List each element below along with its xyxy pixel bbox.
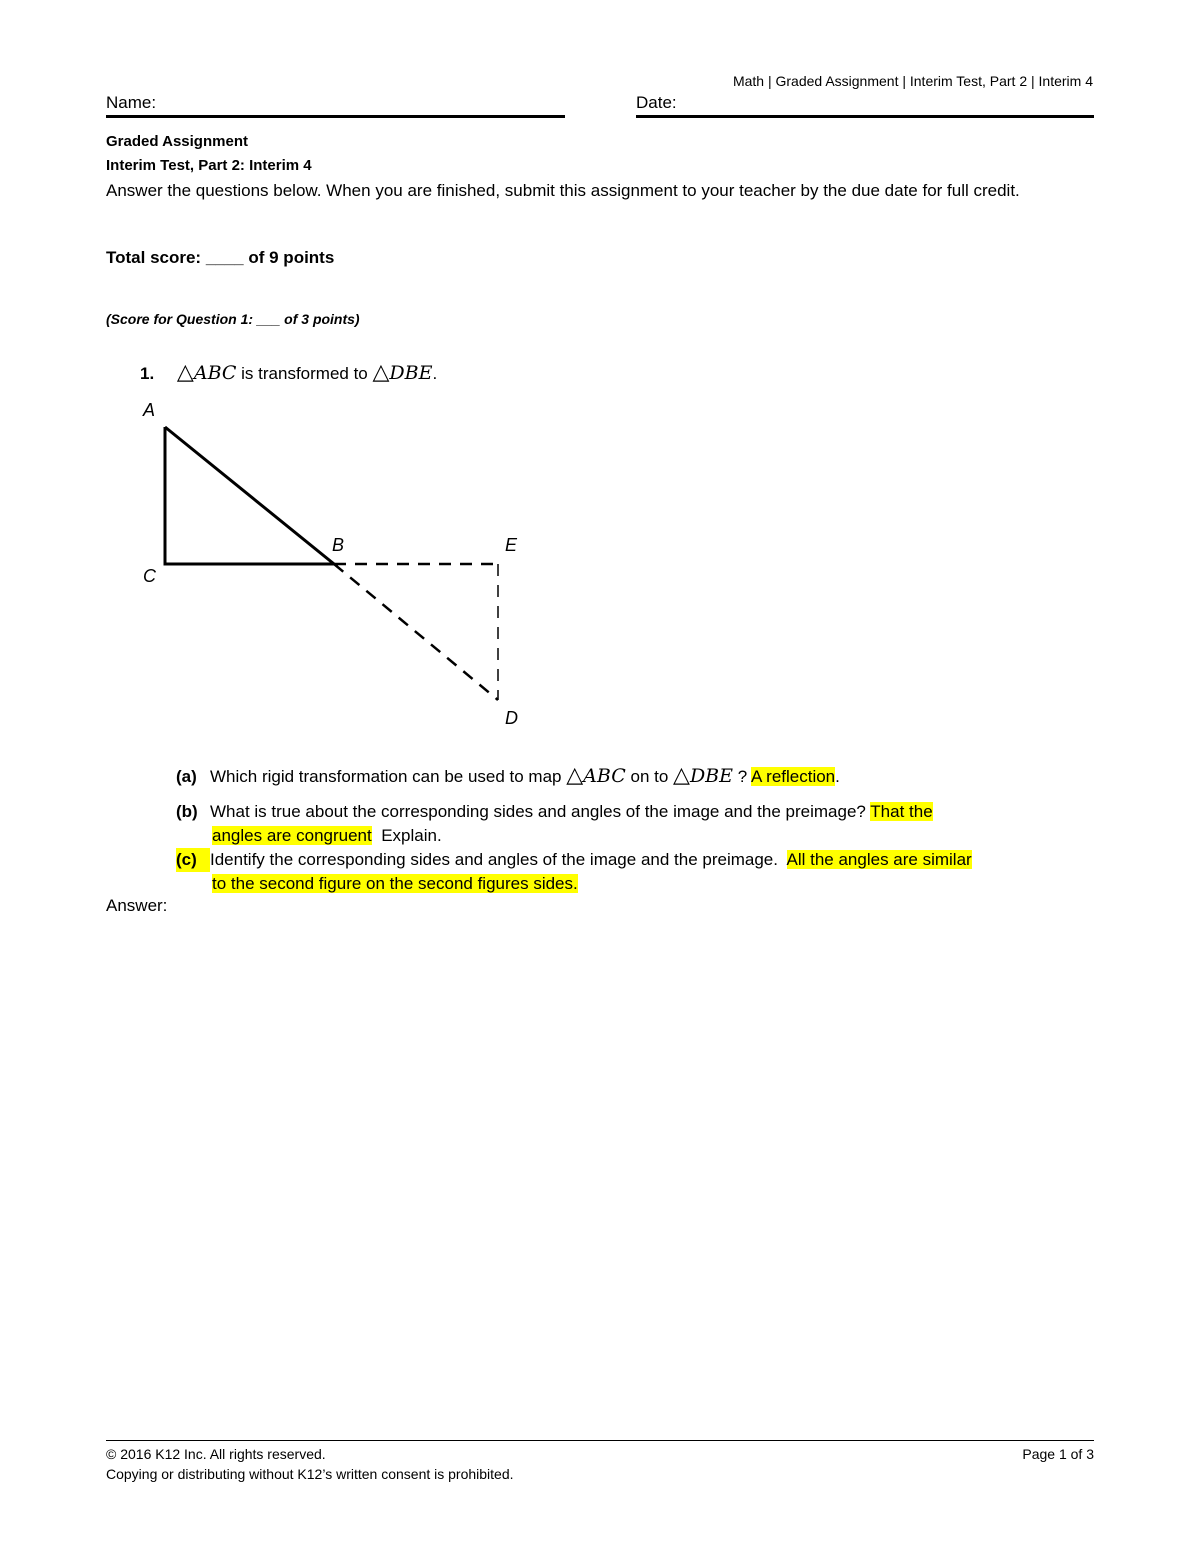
part-c-tag: (c) <box>176 848 210 872</box>
triangle-abc: △ABC <box>176 360 237 385</box>
part-b: (b) What is true about the corresponding sides and angles of the image and the preimage? That the angles are congruent Explain. <box>176 802 933 845</box>
triangle-dbe: △DBE <box>673 763 734 788</box>
footer-divider <box>106 1440 1094 1441</box>
triangle-icon: △ <box>566 763 584 788</box>
name-label: Name: <box>106 93 157 112</box>
triangle-icon: △ <box>673 763 690 788</box>
part-b-answer-line1[interactable]: That the <box>870 802 933 821</box>
question-number: 1. <box>140 364 155 383</box>
part-b-answer-line2[interactable]: angles are congruent <box>212 826 372 845</box>
question1-score: (Score for Question 1: ___ of 3 points) <box>106 311 360 327</box>
instructions: Answer the questions below. When you are finished, submit this assignment to your teacher by the due date for full credit. <box>106 181 1020 200</box>
triangle-icon: △ <box>372 360 390 385</box>
part-c-answer-line1[interactable]: All the angles are similar <box>786 850 972 869</box>
triangle-dbe: △DBE <box>372 360 433 385</box>
question1-period: . <box>432 364 438 383</box>
footer-copyright: © 2016 K12 Inc. All rights reserved. <box>106 1446 326 1462</box>
triangle-abc-outline <box>165 427 334 564</box>
label-e: E <box>505 535 518 555</box>
question1-text: is transformed to <box>241 364 368 383</box>
label-a: A <box>143 400 156 420</box>
date-label: Date: <box>636 93 677 112</box>
assignment-subtitle: Interim Test, Part 2: Interim 4 <box>106 157 312 174</box>
part-c-answer-line2[interactable]: to the second figure on the second figures sides. <box>212 874 578 893</box>
segment-bd <box>334 564 498 700</box>
label-d: D <box>505 708 518 728</box>
part-a-answer[interactable]: A reflection <box>751 767 836 786</box>
triangle-abc: △ABC <box>566 763 626 788</box>
part-c: (c) Identify the corresponding sides and angles of the image and the preimage. All the angles are similar to the second figure on the second figures sides. <box>176 850 972 893</box>
page-number: Page 1 of 3 <box>1022 1446 1094 1462</box>
label-b: B <box>332 535 345 555</box>
header-course-line: Math | Graded Assignment | Interim Test, Part 2 | Interim 4 <box>732 73 1093 89</box>
label-c: C <box>143 566 156 586</box>
footer-notice: Copying or distributing without K12’s written consent is prohibited. <box>106 1466 514 1482</box>
triangle-icon: △ <box>176 360 194 385</box>
total-score: Total score: ____ of 9 points <box>106 248 335 267</box>
part-a: (a) Which rigid transformation can be used to map △ABC on to △DBE ? A reflection. <box>176 763 840 788</box>
answer-label: Answer: <box>106 896 168 915</box>
part-b-tag: (b) <box>176 802 198 821</box>
assignment-title: Graded Assignment <box>106 133 248 150</box>
part-a-tag: (a) <box>176 767 197 786</box>
